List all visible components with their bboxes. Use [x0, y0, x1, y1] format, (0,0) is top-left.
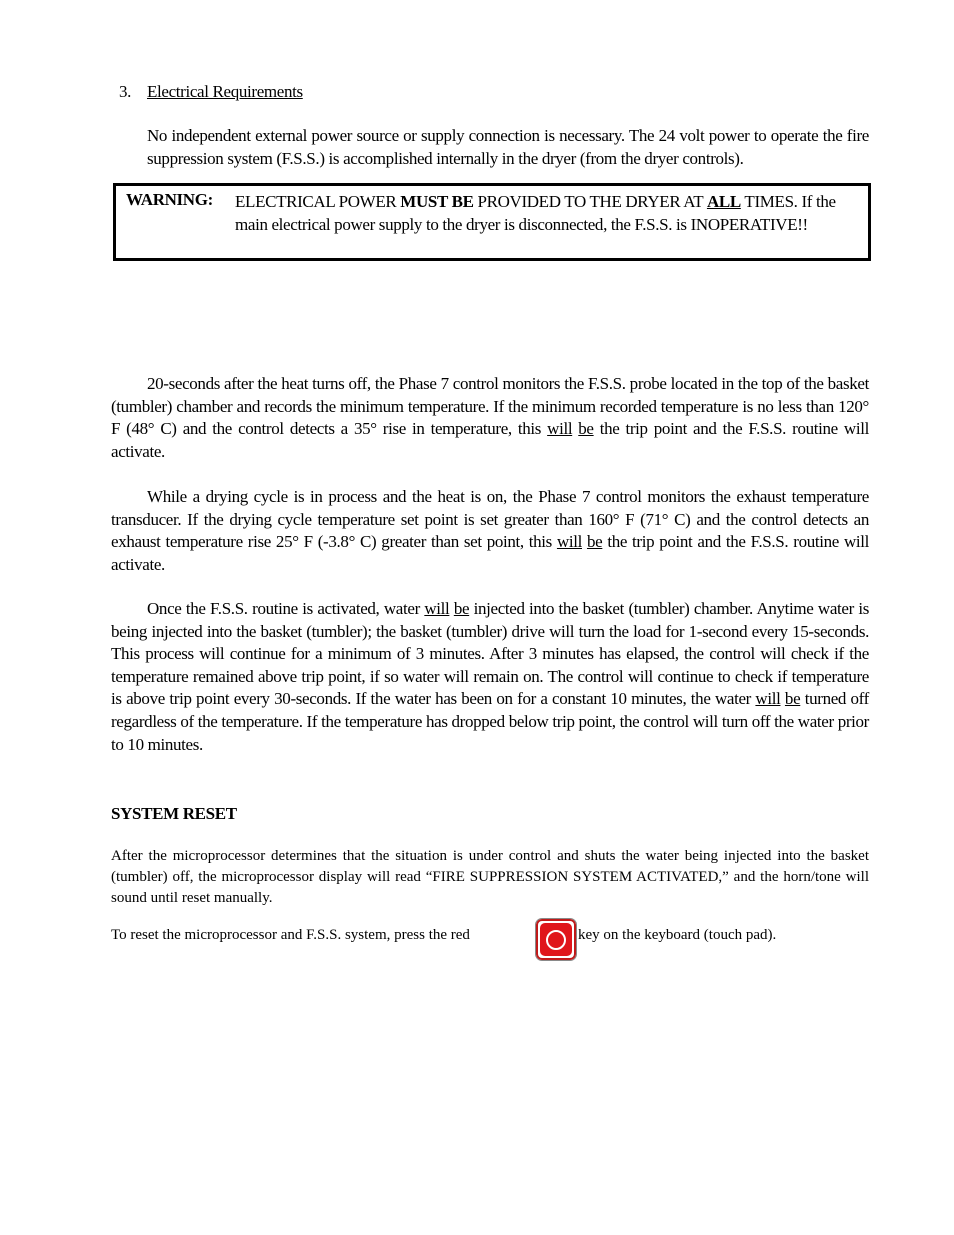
text-run: the trip point and the F.S.S. routine will activate. [111, 419, 869, 461]
reset-instruction-text: To reset the microprocessor and F.S.S. system, press the red [111, 927, 470, 943]
section-title: Electrical Requirements [147, 82, 303, 101]
warning-must-be: MUST BE [400, 192, 474, 211]
text-run: 20-seconds after the heat turns off, the Phase 7 control monitors the F.S.S. probe located in the top of the basket (tumbler) chamber and records the minimum temperature. If the minimum recorded temperature is no less than 120° F (48° C) and the control detects a 35° rise in temperature, this [111, 374, 869, 439]
warning-all: ALL [706, 192, 741, 211]
underlined-word: be [453, 599, 470, 618]
text-run: Once the F.S.S. routine is activated, water [147, 599, 425, 618]
underlined-word: will [424, 599, 450, 618]
text-run: While a drying cycle is in process and the heat is on, the Phase 7 control monitors the exhaust temperature transducer. If the drying cycle temperature set point is set greater than 160° F (71° C) and the control detects an exhaust temperature rise 25° F (-3.8° C) greater than set point, this [111, 487, 869, 552]
warning-text-part: PROVIDED TO THE DRYER AT [473, 192, 707, 211]
text-run: injected into the basket (tumbler) chamber. Anytime water is being injected into the basket (tumbler); the basket (tumbler) drive will turn the load for 1-second every 15-seconds. This process will continue for a minimum of 3 minutes. After 3 minutes has elapsed, the control will check if the temperature remained above trip point, if so water will remain on. The control will continue to check if temperature is above trip point every 30-seconds. If the water has been on for a constant 10 minutes, the water [111, 599, 869, 709]
underlined-word: will [755, 689, 781, 709]
red-stop-key-icon [535, 918, 577, 961]
text-run: turned off regardless of the temperature. If the temperature has dropped below trip point, the control will turn off the water prior to 10 minutes. [111, 689, 869, 754]
section-heading [119, 82, 303, 102]
paragraph-routine [111, 598, 869, 756]
warning-box [113, 183, 871, 261]
warning-text [235, 190, 860, 236]
underlined-word: be [578, 419, 594, 439]
warning-text-part: TIMES. If the main electrical power supply to the dryer is disconnected, the F.S.S. is INOPERATIVE!! [235, 192, 836, 234]
paragraph-heat-off [111, 373, 869, 463]
intro-paragraph: No independent external power source or supply connection is necessary. The 24 volt power to operate the fire suppression system (F.S.S.) is accomplished internally in the dryer (from the dryer controls). [147, 126, 869, 168]
underlined-word: will [556, 532, 582, 552]
reset-instruction-text-after: key on the keyboard (touch pad). [578, 927, 777, 943]
warning-label: WARNING: [126, 190, 213, 209]
underlined-word: will [547, 419, 573, 439]
underlined-word: be [784, 689, 801, 709]
system-reset-heading: SYSTEM RESET [111, 804, 237, 823]
system-reset-text: After the microprocessor determines that the situation is under control and shuts the water being injected into the basket (tumbler) off, the microprocessor display will read “FIRE SUPPRESSION SYSTEM ACTIVATED,” and the horn/tone will sound until reset manually. [111, 848, 869, 906]
section-number: 3. [119, 82, 132, 101]
warning-text-part: ELECTRICAL POWER [235, 192, 401, 211]
underlined-word: be [586, 532, 603, 552]
text-run: the trip point and the F.S.S. routine will activate. [111, 532, 869, 574]
paragraph-heat-on [111, 486, 869, 576]
